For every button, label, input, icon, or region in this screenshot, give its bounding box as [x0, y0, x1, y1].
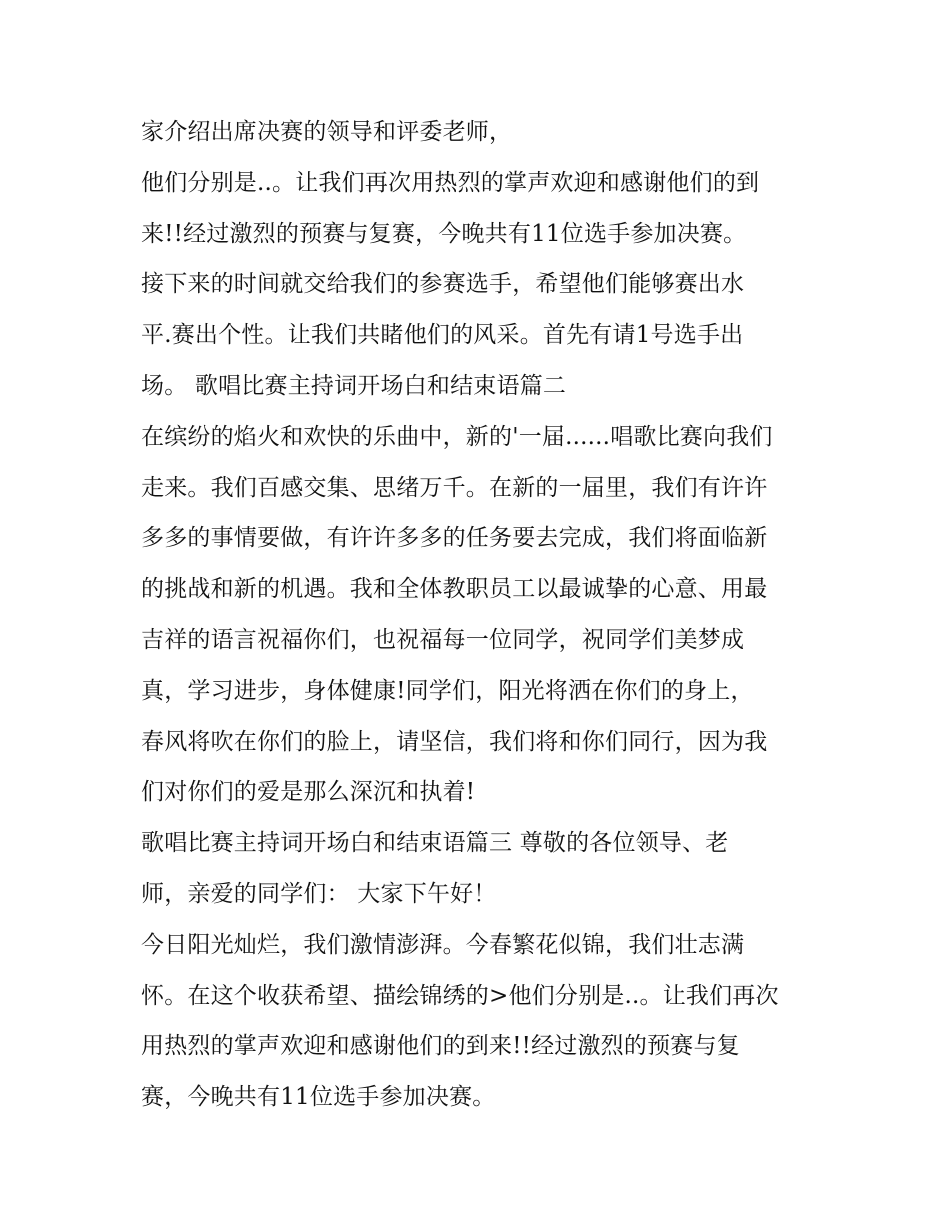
text-line: 真，学习进步，身体健康!同学们，阳光将洒在你们的身上，: [141, 677, 754, 704]
text-line: 家介绍出席决赛的领导和评委老师，: [141, 119, 513, 145]
text-line: 怀。在这个收获希望、描绘锦绣的>他们分别是..。让我们再次: [141, 982, 779, 1009]
text-line: 接下来的时间就交给我们的参赛选手，希望他们能够赛出水: [141, 271, 745, 298]
text-line: 们对你们的爱是那么深沉和执着!: [141, 779, 476, 806]
text-line: 用热烈的掌声欢迎和感谢他们的到来!!经过激烈的预赛与复: [141, 1033, 740, 1060]
text-line: 吉祥的语言祝福你们，也祝福每一位同学，祝同学们美梦成: [141, 626, 745, 653]
text-line: 师，亲爱的同学们： 大家下午好！: [141, 880, 497, 907]
text-line: 的挑战和新的机遇。我和全体教职员工以最诚挚的心意、用最: [141, 576, 768, 603]
text-line: 来!!经过激烈的预赛与复赛，今晚共有11位选手参加决赛。: [141, 220, 747, 247]
document-body: [141, 107, 841, 1123]
text-line: 平.赛出个性。让我们共睹他们的风采。首先有请1号选手出: [141, 322, 744, 349]
text-line: 他们分别是..。让我们再次用热烈的掌声欢迎和感谢他们的到: [141, 169, 760, 196]
text-line: 多多的事情要做，有许许多多的任务要去完成，我们将面临新: [141, 525, 768, 552]
text-line: 走来。我们百感交集、思绪万千。在新的一届里，我们有许许: [141, 474, 768, 501]
text-line: 赛，今晚共有11位选手参加决赛。: [141, 1084, 496, 1111]
text-line: 场。 歌唱比赛主持词开场白和结束语篇二: [141, 372, 567, 399]
text-line: 春风将吹在你们的脸上，请坚信，我们将和你们同行，因为我: [141, 728, 768, 755]
text-line: 在缤纷的焰火和欢快的乐曲中，新的'一届......唱歌比赛向我们: [141, 423, 773, 450]
text-line: 今日阳光灿烂，我们激情澎湃。今春繁花似锦，我们壮志满: [141, 931, 745, 958]
text-line: 歌唱比赛主持词开场白和结束语篇三 尊敬的各位领导、老: [141, 830, 729, 857]
